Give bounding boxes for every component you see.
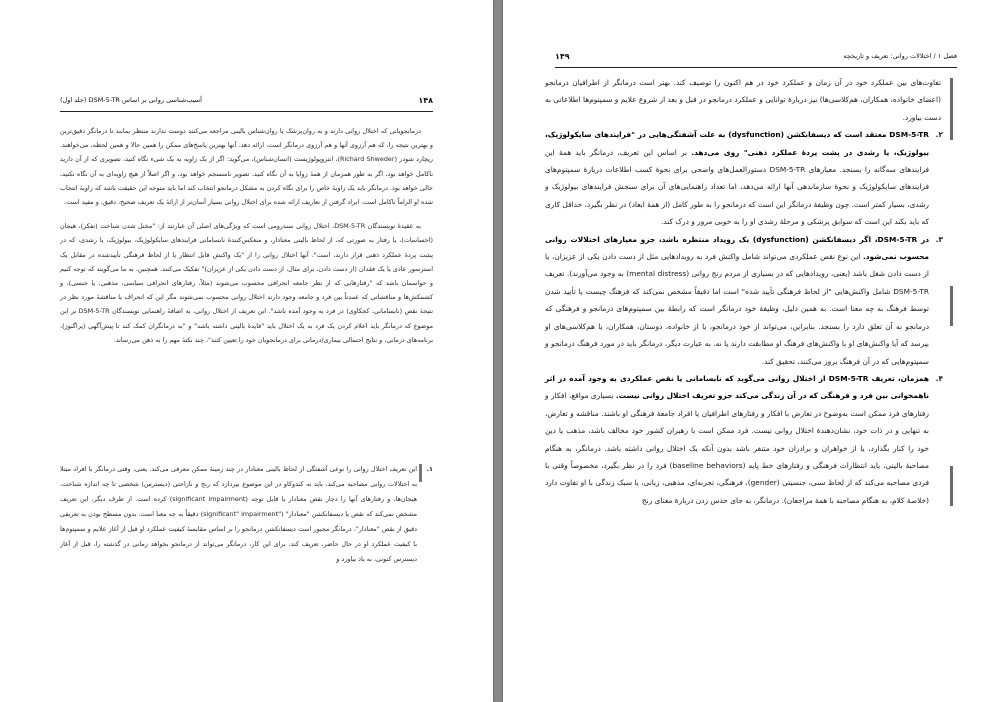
margin-bar	[950, 78, 953, 140]
margin-bar	[419, 464, 422, 482]
left-body-text	[60, 124, 433, 702]
right-page-number: ۱۴۹	[555, 52, 570, 61]
item-number: ۴.	[935, 373, 943, 383]
item-heading: همزمان، تعریف DSM-5-TR از اختلال روانی می‌گوید که نابسامانی یا نقص عملکردی به وجود آمده در اثر ناهمخوانی بین فرد و فرهنگی که در آن زندگی می‌کند جزو تعریف اختلال روانی نیست.	[545, 373, 929, 401]
left-page	[0, 0, 493, 702]
right-numbered-item	[545, 231, 941, 370]
left-header-rule	[60, 111, 433, 112]
left-numbered-item	[60, 462, 433, 567]
left-page-number: ۱۴۸	[418, 96, 433, 105]
item-heading: در DSM-5-TR، اگر دیسفانکشن (dysfunction) یک رویداد منتظره باشد، جزو معیارهای اختلالات روانی محسوب نمی‌شود.	[545, 234, 930, 262]
left-paragraph: به عقیدهٔ نویسندگان DSM-5-TR، اختلال روانی سندرومی است که ویژگی‌های اصلی آن عبارتند از: "مختل شدن شناخت (تفکر)، هیجان (احساسات)، یا رفتار به صورتی که، از لحاظ بالینی معنادار، و منعکس‌کنندهٔ نابسامانی فرایندهای سایکولوژیک، بیولوژیک، یا رشدی، که در پشت پردهٔ عملکرد ذهنی قرار دارند، است". آنها اختلال روانی را از "یک واکنش قابل انتظار یا از لحاظ فرهنگی تأییدشده در مقابل یک استرسور عادی یا یک فقدان (از دست دادن، برای مثال، از دست دادن یکی از عزیزان)" تفکیک می‌کنند. همچنین، به ما می‌گویند که توجه کنیم و حواسمان باشد که "رفتارهایی که از نظر جامعه انحرافی محسوب می‌شوند (مثلاً، رفتارهای انحرافی سیاسی، مذهبی، یا جنسی)، و کشمکش‌ها و مناقشاتی که عمدتاً بین فرد و جامعه وجود دارند اختلال روانی محسوب نمی‌شوند مگر این که انحراف یا مناقشهٔ مورد نظر در نتیجهٔ نقص (نابسامانی، کجکاوی) در فرد به وجود آمده باشد". این تعریف از اختلال روانی، به اضافهٔ راهنمایی نویسندگان DSM-5-TR بر این موضوع که درمانگر باید اعلام کردن یک فرد به یک اختلال باید "فایدهٔ بالینی داشته باشد" و "به درمانگران کمک کند تا پیش‌آگهی (پراگنوز)، برنامه‌های درمانی، و نتایج احتمالی بیماری/درمانی برای درمانجویان خود را تعیین کنند"، چند نکتهٔ مهم را به ذهن می‌رساند.	[60, 222, 433, 344]
right-numbered-item	[545, 126, 941, 230]
right-page	[503, 0, 997, 702]
right-body-text	[545, 74, 953, 702]
right-header-title: فصل ۱ / اختلالات روانی: تعریف و تاریخچه	[843, 52, 957, 60]
item-text: بسیاری مواقع، افکار و رفتارهای فرد ممکن است به‌وضوح در تعارض با افکار و رفتارهای اطرافیان یا افراد جامعهٔ فرهنگی او باشند. مناقشه و تعارض، به تنهایی و در ذات خود، نشان‌دهندهٔ اختلال روانی نیست. فرد ممکن است با رهبران کشور خود مخالف باشد، مذهب یا دین خود را کنار بگذارد، یا از خواهران و برادران خود متنفر باشد بدون آنکه یک اختلال روانی داشته باشد. درمانگر، به هنگام مصاحبهٔ بالینی، باید انتظارات فرهنگی و رفتارهای خط پایه (baseline behaviors) فرد را در نظر بگیرد، مخصوصاً وقتی با فردی مصاحبه می‌کند که از لحاظ سنی، جنسیتی (gender)، فرهنگی، تجربه‌ای، مذهبی، زبانی، یا سبک زندگی با او تفاوت دارد (خلاصهٔ کلام، به هنگام مصاحبه با همهٔ مراجعان). درمانگر، به جای حدس زدن دربارهٔ معنای رنج	[545, 391, 930, 505]
margin-bar	[950, 286, 953, 326]
item-number: ۳.	[935, 234, 943, 244]
left-paragraph: درمانجویانی که اختلال روانی دارند و به روان‌پزشک یا روان‌شناس بالینی مراجعه می‌کنند دوست ندارند منتظر بمانند تا درمانگر دقیق‌ترین و بهترین نتیجه را، که هم آرزوی آنها و هم آرزوی درمانگر است، ارائه دهد. آنها بهترین پاسخ‌های ممکن را همین حالا و همین لحظه، می‌خواهند. ریچارد شودر (Richard Shweder)، انتروپولوژیست (انسان‌شناس)، می‌گوید: اگر از یک زاویه به یک شیء نگاه کنید، تصویری که از آن دارید ناکامل خواهد بود، اگر به طور همزمان از همهٔ زوایا به آن نگاه کنید، تصویر نامنسجم خواهد بود، و اگر اصلاً از هیچ زاویه‌ای به آن نگاه نکنید، خالی خواهد بود. درمانگر باید یک زاویهٔ خاص را برای نگاه کردن به مشکل درمانجو انتخاب کند اما باید متوجه این حقیقت باشد که زاویهٔ انتخاب شده او الزاماً ناکامل است. ایراد گرفتن از تعاریف ارائه شده برای اختلال روانی بسیار آسان‌تر از ارائهٔ یک تعریف صحیح، دقیق، و مفید است.	[60, 127, 434, 207]
item-text: این تعریف اختلال روانی را نوعی آشفتگی از لحاظ بالینی معنادار در چند زمینهٔ ممکن معرفی می‌کند. یعنی، وقتی درمانگر با افراد مبتلا به اختلالات روانی مصاحبه می‌کند، باید به کندوکاو در این موضوع بپردازد که رنج و ناراحتی (دیسترس) شخصی تا چه اندازه شناخت، هیجان‌ها، و رفتارهای آنها را دچار نقص معنادار یا قابل توجه (significant impairment) کرده است. از طرف دیگر، این تعریف مشخص نمی‌کند که نقص یا دیسفانکشن "معنادار" ("significant" impairment) دقیقاً به چه معنا است. بدون مسطح بودن به تعریفی دقیق از نقص "معنادار"، درمانگر مجبور است دیسفانکشن درمانجو را بر اساس مقایسهٔ کیفیت عملکرد او قبل از آغاز علایم و سمپتوم‌ها با کیفیت عملکرد او در حال حاضر، تعریف کند. برای این کار، درمانگر می‌تواند از درمانجو بخواهد زمانی در گذشته را، قبل از آغاز دیسترس کنونی، به یاد بیاورد و	[60, 465, 417, 563]
right-intro-paragraph: تفاوت‌های بین عملکرد خود در آن زمان و عملکرد خود در هم اکنون را توصیف کند. بهتر است درمانگر از اطرافیان درمانجو (اعضای خانواده، همکاران، هم‌کلاسی‌ها) نیز دربارهٔ توانایی و عملکرد درمانجو در قبل و بعد از شروع علایم و سمپتوم‌ها اطلاعاتی به دست بیاورد.	[545, 78, 941, 122]
right-numbered-item	[545, 370, 941, 509]
item-text: این نوع نقص عملکردی می‌تواند شامل واکنش فرد به رویدادهایی مثل از دست دادن یکی از عزیزان، یا از دست دادن شغل باشد (یعنی، رویدادهایی که در بسیاری از مردم رنج روانی (mental distress) به وجود می‌آورند). تعریف DSM-5-TR شامل واکنش‌هایی "از لحاظ فرهنگی تأیید شده" است اما دقیقاً مشخص نمی‌کند که فرهنگ چیست یا تأیید شدن توسط فرهنگ به چه معنا است. به همین دلیل، وظیفهٔ خود درمانگر است که رابطهٔ بین سمپتوم‌های درمانجو و فرهنگی که درمانجو به آن تعلق دارد را بسنجد. بنابراین، می‌تواند از خود درمانجو، یا از خانواده، دوستان، همکاران، یا هم‌کلاسی‌های او بپرسد که آیا واکنش‌های او با واکنش‌های فرهنگ او مطابقت دارند یا نه. به عبارت دیگر، درمانگر باید در مورد فرهنگ درمانجو و سمپتوم‌هایی که در آن فرهنگ بروز می‌کنند، تحقیق کند.	[545, 252, 929, 366]
item-heading: DSM-5-TR معتقد است که دیسفانکشن (dysfunction) به علت آشفتگی‌هایی در "فرایندهای سایکولوژیک، بیولوژیک، یا رشدی در پشت پردهٔ عملکرد ذهنی" روی می‌دهد.	[545, 130, 929, 157]
item-text: بر اساس این تعریف، درمانگر باید همهٔ این فرایندهای سه‌گانه را بسنجد. معیارهای DSM-5-TR دستورالعمل‌های واضحی برای نحوهٔ کسب اطلاعات دربارهٔ سمپتوم‌های فرایندهای سایکولوژیک و نحوهٔ سازماندهی آنها ارائه می‌دهد، اما تعداد راهنمایی‌های آن برای سنجش فرایندهای بیولوژیک و رشدی، بسیار کمتر است. چون وظیفهٔ درمانگر این است که درمانجو را به طور کامل (از همهٔ ابعاد) در نظر بگیرد، حداقل کاری که باید بکند این است که سوابق پزشکی و مرحلهٔ رشدی او را به خوبی مرور و درک کند.	[545, 147, 929, 227]
margin-bar	[950, 466, 953, 506]
item-number: ۲.	[935, 130, 943, 140]
left-header-title: آسیب‌شناسی روانی بر اساس DSM-5-TR (جلد اول)	[60, 96, 202, 104]
left-running-header	[60, 96, 433, 112]
right-running-header	[555, 52, 957, 68]
right-header-rule	[555, 67, 957, 68]
item-number: ۱.	[426, 465, 433, 473]
